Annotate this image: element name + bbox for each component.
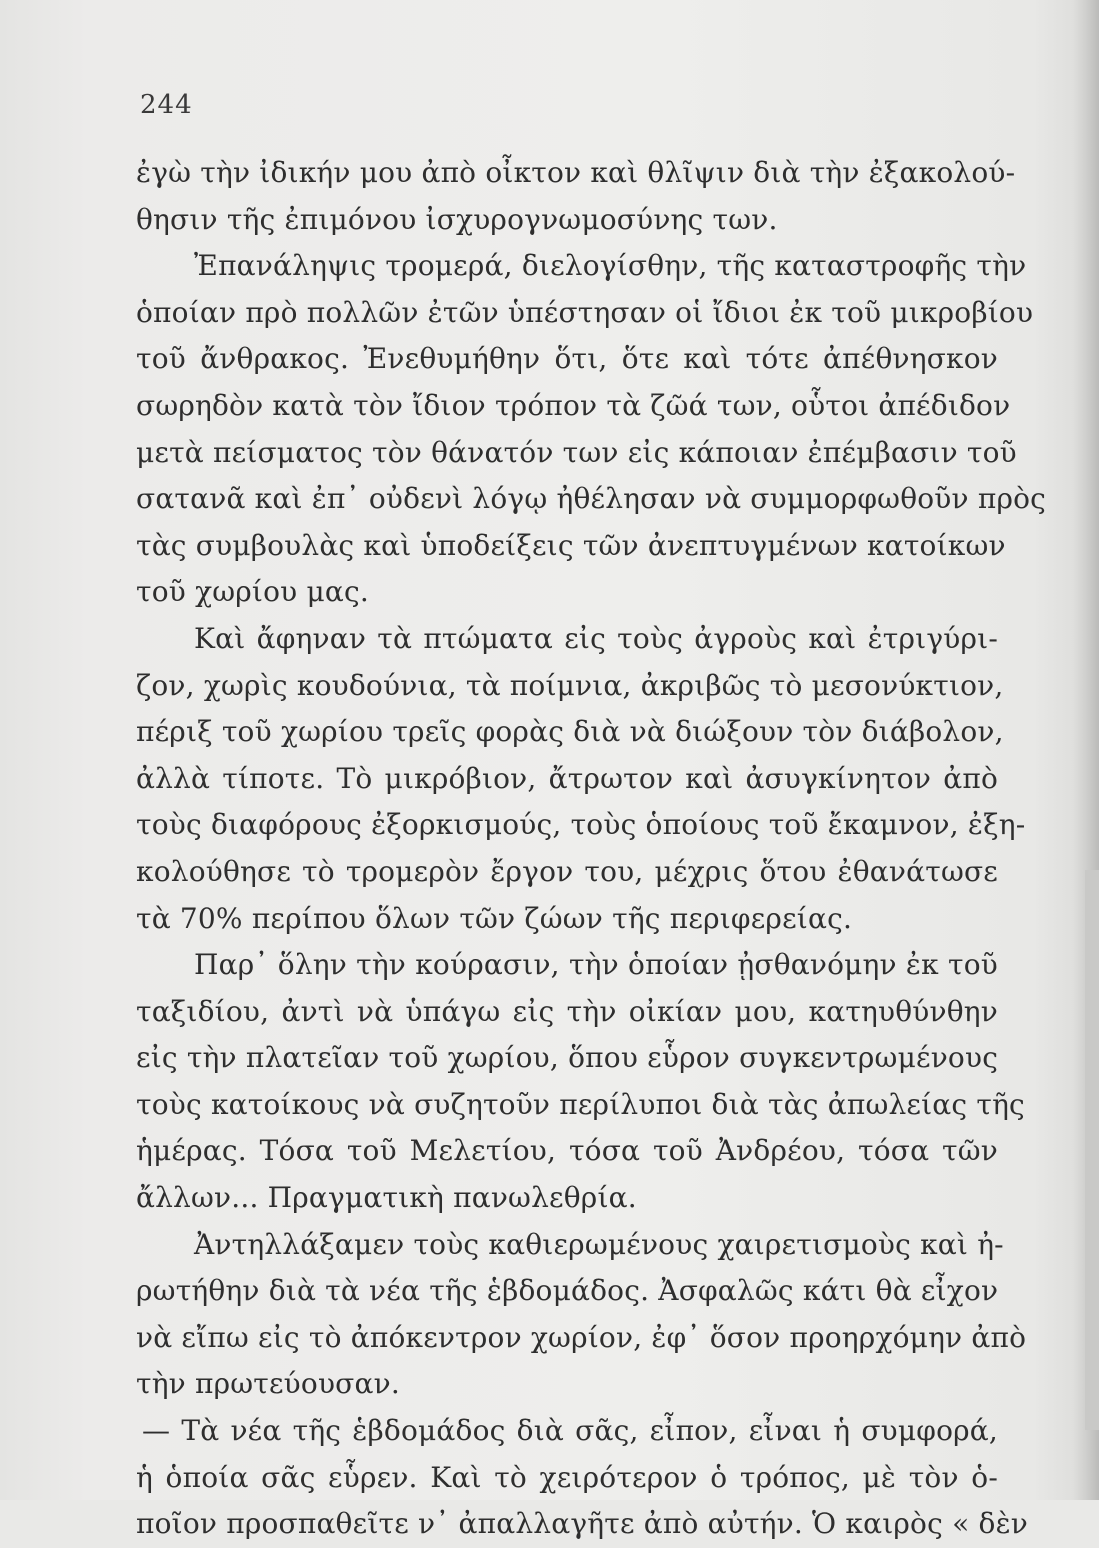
text-line: — Τὰ νέα τῆς ἑβδομάδος διὰ σᾶς, εἶπον, εἶναι ἡ συμφορά, xyxy=(142,1414,998,1448)
text-line: τοῦ χωρίου μας. xyxy=(136,575,369,609)
text-line: τὰς συμβουλὰς καὶ ὑποδείξεις τῶν ἀνεπτυγμένων κατοίκων xyxy=(136,528,1006,562)
page-edge-tab xyxy=(1085,870,1099,1430)
text-line: ποῖον προσπαθεῖτε ν᾽ ἀπαλλαγῆτε ἀπὸ αὐτήν. Ὁ καιρὸς « δὲν xyxy=(136,1507,1029,1541)
text-line: σωρηδὸν κατὰ τὸν ἴδιον τρόπον τὰ ζῶά των, οὗτοι ἀπέδιδον xyxy=(136,388,1011,422)
text-line: Καὶ ἄφηναν τὰ πτώματα εἰς τοὺς ἀγροὺς καὶ ἐτριγύρι- xyxy=(194,621,998,655)
text-line: τοὺς κατοίκους νὰ συζητοῦν περίλυποι διὰ τὰς ἀπωλείας τῆς xyxy=(136,1087,1025,1121)
text-line: τοῦ ἄνθρακος. Ἐνεθυμήθην ὅτι, ὅτε καὶ τότε ἀπέθνησκον xyxy=(136,342,998,376)
text-line: σατανᾶ καὶ ἐπ᾽ οὐδενὶ λόγῳ ἠθέλησαν νὰ συμμορφωθοῦν πρὸς xyxy=(136,482,1047,516)
text-line: πέριξ τοῦ χωρίου τρεῖς φορὰς διὰ νὰ διώξουν τὸν διάβολον, xyxy=(136,715,1004,749)
text-line: τὴν πρωτεύουσαν. xyxy=(136,1367,400,1401)
text-line: ἀλλὰ τίποτε. Τὸ μικρόβιον, ἄτρωτον καὶ ἀσυγκίνητον ἀπὸ xyxy=(136,761,998,795)
text-line: ταξιδίου, ἀντὶ νὰ ὑπάγω εἰς τὴν οἰκίαν μου, κατηυθύνθην xyxy=(136,994,998,1028)
text-line: τὰ 70% περίπου ὅλων τῶν ζώων τῆς περιφερείας. xyxy=(136,901,853,935)
text-line: ἄλλων... Πραγματικὴ πανωλεθρία. xyxy=(136,1181,637,1215)
text-line: ἐγὼ τὴν ἰδικήν μου ἀπὸ οἶκτον καὶ θλῖψιν διὰ τὴν ἐξακολού- xyxy=(136,156,1016,189)
text-line: εἰς τὴν πλατεῖαν τοῦ χωρίου, ὅπου εὗρον συγκεντρωμένους xyxy=(136,1041,999,1075)
text-line: ἡμέρας. Τόσα τοῦ Μελετίου, τόσα τοῦ Ἀνδρέου, τόσα τῶν xyxy=(136,1134,998,1168)
text-line: νὰ εἴπω εἰς τὸ ἀπόκεντρον χωρίον, ἐφ᾽ ὅσον προηρχόμην ἀπὸ xyxy=(136,1320,1027,1354)
text-line: κολούθησε τὸ τρομερὸν ἔργον του, μέχρις ὅτου ἐθανάτωσε xyxy=(136,854,998,888)
text-line: μετὰ πείσματος τὸν θάνατόν των εἰς κάποιαν ἐπέμβασιν τοῦ xyxy=(136,435,1017,469)
text-line: τοὺς διαφόρους ἐξορκισμούς, τοὺς ὁποίους τοῦ ἔκαμνον, ἐξη- xyxy=(136,808,1026,842)
text-line: Παρ᾽ ὅλην τὴν κούρασιν, τὴν ὁποίαν ᾐσθανόμην ἐκ τοῦ xyxy=(194,948,998,982)
text-line: θησιν τῆς ἐπιμόνου ἰσχυρογνωμοσύνης των. xyxy=(136,202,778,236)
text-line: Ἀντηλλάξαμεν τοὺς καθιερωμένους χαιρετισμοὺς καὶ ἠ- xyxy=(194,1227,1004,1261)
page-number: 244 xyxy=(140,90,193,120)
text-line: ὁποίαν πρὸ πολλῶν ἐτῶν ὑπέστησαν οἱ ἴδιοι ἐκ τοῦ μικροβίου xyxy=(136,295,1034,329)
page-body-text xyxy=(136,150,1047,1548)
text-line: ρωτήθην διὰ τὰ νέα τῆς ἑβδομάδος. Ἀσφαλῶς κάτι θὰ εἶχον xyxy=(136,1274,999,1308)
text-line: ἡ ὁποία σᾶς εὗρεν. Καὶ τὸ χειρότερον ὁ τρόπος, μὲ τὸν ὁ- xyxy=(136,1460,998,1494)
text-line: Ἐπανάληψις τρομερά, διελογίσθην, τῆς καταστροφῆς τὴν xyxy=(194,249,1027,283)
text-line: ζον, χωρὶς κουδούνια, τὰ ποίμνια, ἀκριβῶς τὸ μεσονύκτιον, xyxy=(136,668,1004,702)
